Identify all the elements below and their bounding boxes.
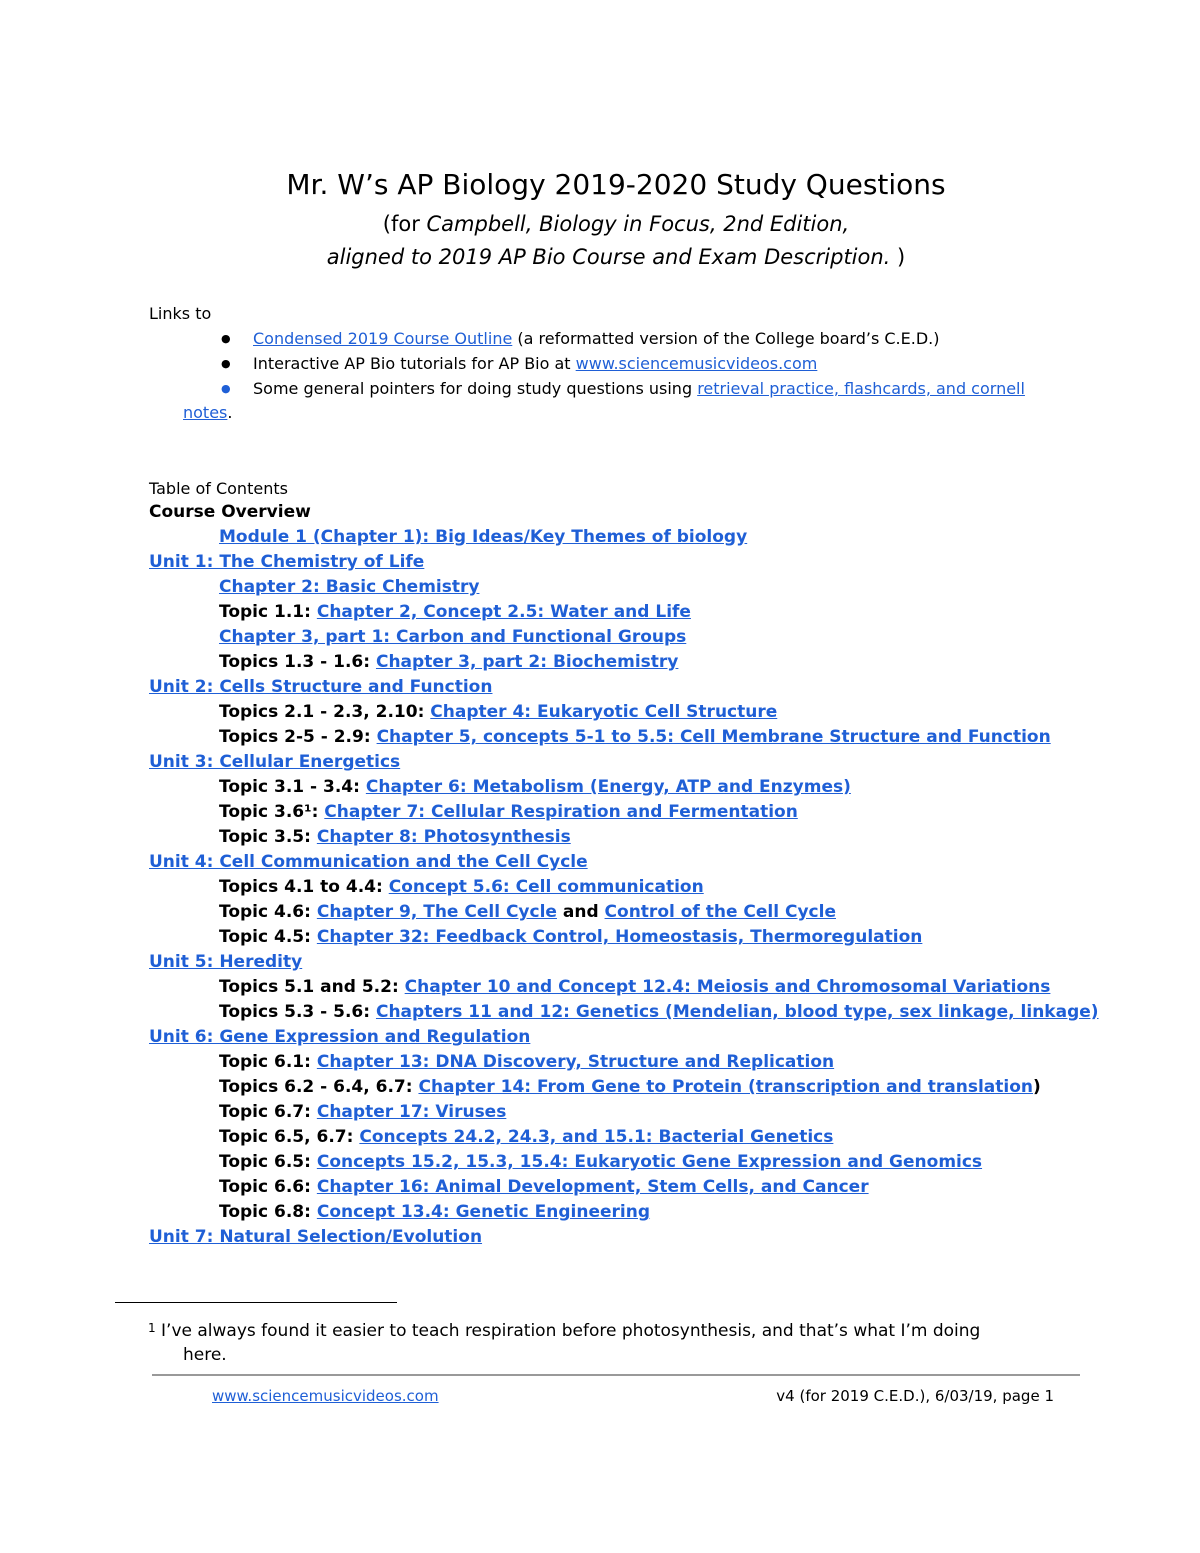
footnote-number: 1 xyxy=(148,1321,156,1335)
toc-row xyxy=(149,650,1149,675)
subtitle-open: (for xyxy=(382,212,427,236)
toc-row xyxy=(149,825,1149,850)
toc-link[interactable]: Unit 3: Cellular Energetics xyxy=(149,752,401,772)
toc-row xyxy=(149,1200,1149,1225)
retrieval-practice-link[interactable]: retrieval practice, flashcards, and cornell xyxy=(697,379,1025,398)
toc-link[interactable]: Control of the Cell Cycle xyxy=(604,902,836,922)
toc-row xyxy=(149,1025,1149,1050)
toc-row xyxy=(149,775,1149,800)
link-bullet-2 xyxy=(221,353,817,375)
toc-link[interactable]: Concept 5.6: Cell communication xyxy=(388,877,704,897)
toc-link[interactable]: Chapter 8: Photosynthesis xyxy=(316,827,571,847)
toc-row xyxy=(149,1000,1149,1025)
toc-topic-label: Topic 4.6: xyxy=(219,902,317,922)
toc-connector: and xyxy=(556,902,605,922)
subtitle-ced: aligned to 2019 AP Bio Course and Exam Description. xyxy=(326,245,891,269)
toc-link[interactable]: Concepts 15.2, 15.3, 15.4: Eukaryotic Gene Expression and Genomics xyxy=(316,1152,983,1172)
toc-topic-label: Topics 5.1 and 5.2: xyxy=(219,977,405,997)
toc-topic-label: Topic 6.6: xyxy=(219,1177,317,1197)
toc-row xyxy=(149,725,1149,750)
toc-row xyxy=(149,925,1149,950)
footer-separator xyxy=(152,1374,1080,1376)
toc-row xyxy=(149,1175,1149,1200)
notes-link[interactable]: notes xyxy=(183,403,228,422)
toc-topic-label: Topic 6.5, 6.7: xyxy=(219,1127,360,1147)
toc-link[interactable]: Chapter 2, Concept 2.5: Water and Life xyxy=(316,602,691,622)
toc-link[interactable]: Chapter 6: Metabolism (Energy, ATP and Enzymes) xyxy=(365,777,851,797)
toc-topic-label: Topic 6.1: xyxy=(219,1052,317,1072)
toc-topic-label: Topic 1.1: xyxy=(219,602,317,622)
link-bullet-3 xyxy=(221,378,1101,400)
toc-link[interactable]: Chapters 11 and 12: Genetics (Mendelian, blood type, sex linkage, linkage) xyxy=(375,1002,1099,1022)
course-outline-link[interactable]: Condensed 2019 Course Outline xyxy=(253,329,513,348)
toc-topic-label: Topic 6.7: xyxy=(219,1102,317,1122)
toc-topic-label: Topics 4.1 to 4.4: xyxy=(219,877,389,897)
toc-link[interactable]: Unit 7: Natural Selection/Evolution xyxy=(149,1227,483,1247)
course-overview-heading: Course Overview xyxy=(149,502,311,522)
subtitle-close: ) xyxy=(890,245,906,269)
link-bullet-1 xyxy=(221,328,939,350)
toc-link[interactable]: Chapter 9, The Cell Cycle xyxy=(316,902,557,922)
footer-url-link[interactable]: www.sciencemusicvideos.com xyxy=(212,1387,439,1405)
toc-topic-label: Topic 6.8: xyxy=(219,1202,317,1222)
toc-link[interactable]: Chapter 7: Cellular Respiration and Fermentation xyxy=(324,802,798,822)
toc-label: Table of Contents xyxy=(149,479,288,498)
toc-topic-label: Topics 2-5 - 2.9: xyxy=(219,727,377,747)
toc-link[interactable]: Unit 2: Cells Structure and Function xyxy=(149,677,493,697)
footnote-text-continued: here. xyxy=(183,1345,227,1365)
subtitle-line-1 xyxy=(0,210,1200,238)
page-title: Mr. W’s AP Biology 2019-2020 Study Questions xyxy=(286,168,946,201)
bullet-icon: ● xyxy=(221,332,231,345)
toc-row xyxy=(149,700,1149,725)
toc-row xyxy=(149,1150,1149,1175)
toc-row xyxy=(149,750,1149,775)
footnote-text: I’ve always found it easier to teach respiration before photosynthesis, and that’s what I’m doing xyxy=(161,1321,981,1341)
toc-row xyxy=(149,850,1149,875)
toc-row xyxy=(149,1125,1149,1150)
toc-row xyxy=(149,875,1149,900)
toc-row xyxy=(149,675,1149,700)
toc-link[interactable]: Chapter 3, part 2: Biochemistry xyxy=(375,652,679,672)
toc-row xyxy=(149,1225,1149,1250)
toc-link[interactable]: Chapter 14: From Gene to Protein (transcription and translation xyxy=(418,1077,1034,1097)
toc-row xyxy=(149,625,1149,650)
toc-topic-label: Topic 3.6¹: xyxy=(219,802,325,822)
toc-topic-label: Topics 5.3 - 5.6: xyxy=(219,1002,376,1022)
toc-row xyxy=(149,1050,1149,1075)
toc-suffix: ) xyxy=(1033,1077,1041,1097)
toc-row xyxy=(149,600,1149,625)
toc-link[interactable]: Chapter 10 and Concept 12.4: Meiosis and Chromosomal Variations xyxy=(404,977,1051,997)
toc-link[interactable]: Module 1 (Chapter 1): Big Ideas/Key Themes of biology xyxy=(219,527,748,547)
toc-row xyxy=(149,975,1149,1000)
toc-row xyxy=(149,900,1149,925)
toc-link[interactable]: Chapter 4: Eukaryotic Cell Structure xyxy=(430,702,778,722)
toc-row xyxy=(149,1100,1149,1125)
toc-link[interactable]: Unit 5: Heredity xyxy=(149,952,303,972)
toc-link[interactable]: Chapter 16: Animal Development, Stem Cells, and Cancer xyxy=(316,1177,869,1197)
bullet-icon: ● xyxy=(221,382,231,395)
toc-link[interactable]: Unit 6: Gene Expression and Regulation xyxy=(149,1027,531,1047)
toc-topic-label: Topic 6.5: xyxy=(219,1152,317,1172)
footer-version: v4 (for 2019 C.E.D.), 6/03/19, page 1 xyxy=(776,1387,1054,1405)
bullet-1-text: (a reformatted version of the College board’s C.E.D.) xyxy=(512,329,940,348)
toc-link[interactable]: Concept 13.4: Genetic Engineering xyxy=(316,1202,651,1222)
bullet-3-text: Some general pointers for doing study questions using xyxy=(253,379,698,398)
toc-topic-label: Topic 4.5: xyxy=(219,927,317,947)
toc-link[interactable]: Unit 4: Cell Communication and the Cell Cycle xyxy=(149,852,588,872)
toc-topic-label: Topics 1.3 - 1.6: xyxy=(219,652,376,672)
toc-link[interactable]: Chapter 5, concepts 5-1 to 5.5: Cell Membrane Structure and Function xyxy=(376,727,1051,747)
sciencemusicvideos-link[interactable]: www.sciencemusicvideos.com xyxy=(575,354,818,373)
toc-link[interactable]: Chapter 17: Viruses xyxy=(316,1102,507,1122)
subtitle-line-2 xyxy=(0,243,1200,271)
toc-topic-label: Topics 6.2 - 6.4, 6.7: xyxy=(219,1077,419,1097)
links-label: Links to xyxy=(149,304,212,323)
bullet-icon: ● xyxy=(221,357,231,370)
toc-topic-label: Topic 3.5: xyxy=(219,827,317,847)
toc-row xyxy=(149,950,1149,975)
toc-link[interactable]: Chapter 2: Basic Chemistry xyxy=(219,577,480,597)
table-of-contents xyxy=(149,500,1149,1250)
footnote xyxy=(148,1316,1048,1367)
bullet-3-continuation xyxy=(183,403,232,422)
toc-link[interactable]: Chapter 3, part 1: Carbon and Functional Groups xyxy=(219,627,687,647)
toc-rows xyxy=(149,525,1149,1250)
toc-topic-label: Topics 2.1 - 2.3, 2.10: xyxy=(219,702,431,722)
toc-link[interactable]: Chapter 13: DNA Discovery, Structure and Replication xyxy=(316,1052,835,1072)
bullet-3-end: . xyxy=(227,403,233,422)
subtitle-book: Campbell, Biology in Focus, 2nd Edition, xyxy=(426,212,850,236)
bullet-2-text: Interactive AP Bio tutorials for AP Bio at xyxy=(253,354,576,373)
toc-link[interactable]: Unit 1: The Chemistry of Life xyxy=(149,552,425,572)
footnote-separator xyxy=(115,1302,397,1303)
toc-row xyxy=(149,550,1149,575)
toc-row xyxy=(149,800,1149,825)
toc-link[interactable]: Concepts 24.2, 24.3, and 15.1: Bacterial Genetics xyxy=(359,1127,834,1147)
toc-link[interactable]: Chapter 32: Feedback Control, Homeostasis, Thermoregulation xyxy=(316,927,923,947)
toc-topic-label: Topic 3.1 - 3.4: xyxy=(219,777,366,797)
toc-row xyxy=(149,525,1149,550)
toc-row xyxy=(149,575,1149,600)
toc-row xyxy=(149,1075,1149,1100)
